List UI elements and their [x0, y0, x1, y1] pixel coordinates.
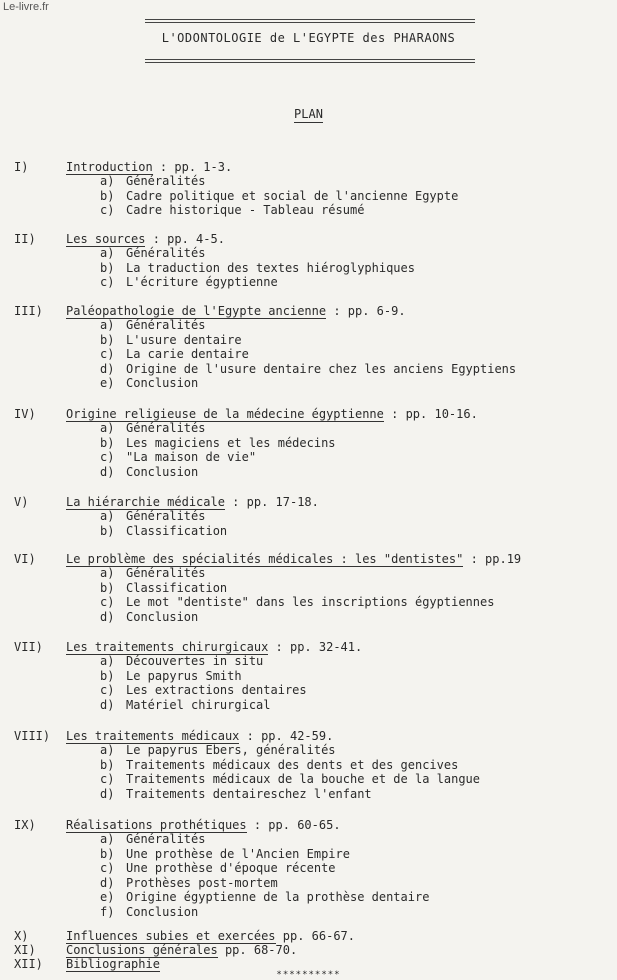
- section-heading: [66, 407, 478, 421]
- subsection-letter: b): [100, 757, 115, 772]
- section-heading: [66, 943, 297, 957]
- subsection-letter: c): [100, 347, 115, 362]
- section-number: V): [14, 495, 29, 509]
- subsection-text: Le papyrus Smith: [126, 668, 242, 683]
- section-heading: [66, 640, 362, 654]
- subsection-item: [100, 861, 429, 876]
- subsection-letter: a): [100, 509, 115, 523]
- subsection-letter: a): [100, 421, 115, 435]
- subsection-item: [100, 847, 429, 862]
- subsection-letter: b): [100, 846, 115, 861]
- subsection-text: Généralités: [126, 174, 206, 188]
- subsection-letter: a): [100, 174, 115, 188]
- subsection-letter: a): [100, 566, 115, 580]
- subsection-item: [100, 698, 307, 713]
- subsection-letter: a): [100, 654, 115, 668]
- subsection-text: Généralités: [126, 421, 206, 435]
- section-pages: : pp. 32-41.: [268, 640, 363, 654]
- top-double-rule: [145, 19, 475, 23]
- subsection-text: Traitements dentaireschez l'enfant: [126, 786, 372, 801]
- subsection-text: Le mot "dentiste" dans les inscriptions égyptiennes: [126, 595, 495, 610]
- subsection-letter: e): [100, 890, 115, 905]
- subsection-letter: b): [100, 188, 115, 203]
- tail-marks: **********: [276, 970, 341, 980]
- section-pages: : pp. 4-5.: [145, 232, 225, 246]
- subsection-text: Les extractions dentaires: [126, 683, 307, 698]
- subsection-text: Classification: [126, 580, 228, 595]
- subsection-letter: c): [100, 861, 115, 876]
- subsection-text: La carie dentaire: [126, 347, 249, 362]
- subsection-list: [100, 318, 516, 391]
- subsection-item: [100, 362, 516, 377]
- subsection-letter: b): [100, 332, 115, 347]
- subsection-list: [100, 421, 336, 479]
- section-number: III): [14, 304, 43, 318]
- section-title: Le problème des spécialités médicales : les "dentistes": [66, 552, 464, 566]
- subsection-letter: a): [100, 318, 115, 332]
- subsection-text: Conclusion: [126, 904, 199, 919]
- subsection-text: La traduction des textes hiéroglyphiques: [126, 260, 415, 275]
- subsection-letter: d): [100, 875, 115, 890]
- section-title: Réalisations prothétiques: [66, 818, 247, 832]
- subsection-item: [100, 524, 227, 539]
- subsection-item: [100, 905, 429, 920]
- section-title: La hiérarchie médicale: [66, 495, 225, 509]
- subsection-item: [100, 450, 336, 465]
- subsection-item: [100, 436, 336, 451]
- subsection-text: Le papyrus Ebers, généralités: [126, 743, 336, 757]
- subsection-text: "La maison de vie": [126, 450, 257, 465]
- section-heading: [66, 729, 333, 743]
- section-number: XI): [14, 943, 36, 957]
- subsection-item: [100, 174, 458, 189]
- subsection-letter: b): [100, 435, 115, 450]
- subsection-letter: b): [100, 668, 115, 683]
- section-number: IV): [14, 407, 36, 421]
- subsection-text: Cadre politique et social de l'ancienne Egypte: [126, 188, 459, 203]
- subsection-item: [100, 203, 458, 218]
- subsection-item: [100, 758, 480, 773]
- section-pages: : pp. 6-9.: [326, 304, 406, 318]
- subsection-item: [100, 347, 516, 362]
- subsection-text: Cadre historique - Tableau résumé: [126, 203, 365, 218]
- subsection-letter: f): [100, 904, 115, 919]
- subsection-text: Conclusion: [126, 464, 199, 479]
- subsection-letter: d): [100, 464, 115, 479]
- subsection-letter: e): [100, 376, 115, 391]
- subsection-text: Prothèses post-mortem: [126, 875, 278, 890]
- subsection-text: Généralités: [126, 832, 206, 846]
- section-heading: [66, 495, 319, 509]
- section-pages: : pp. 10-16.: [383, 407, 478, 421]
- subsection-item: [100, 669, 307, 684]
- subsection-item: [100, 246, 415, 261]
- subsection-item: [100, 318, 516, 333]
- section-pages: pp. 68-70.: [217, 943, 298, 957]
- section-title: Les traitements médicaux: [66, 729, 240, 743]
- section-heading: [66, 818, 341, 832]
- subsection-letter: a): [100, 832, 115, 846]
- subsection-item: [100, 509, 227, 524]
- subsection-item: [100, 566, 494, 581]
- section-number: II): [14, 232, 36, 246]
- subsection-letter: d): [100, 609, 115, 624]
- plan-heading: PLAN: [294, 107, 323, 121]
- section-title: Origine religieuse de la médecine égyptienne: [66, 407, 384, 421]
- subsection-text: Origine égyptienne de la prothèse dentaire: [126, 890, 430, 905]
- subsection-item: [100, 275, 415, 290]
- subsection-text: Généralités: [126, 246, 206, 260]
- section-number: I): [14, 160, 29, 174]
- section-heading: [66, 160, 232, 174]
- subsection-item: [100, 743, 480, 758]
- section-heading: [66, 232, 225, 246]
- subsection-text: Généralités: [126, 318, 206, 332]
- subsection-text: Les magiciens et les médecins: [126, 435, 336, 450]
- subsection-list: [100, 743, 480, 801]
- subsection-letter: c): [100, 275, 115, 290]
- section-number: X): [14, 929, 29, 943]
- subsection-text: L'écriture égyptienne: [126, 275, 278, 290]
- section-title: Les sources: [66, 232, 146, 246]
- section-heading: [66, 304, 406, 318]
- subsection-list: [100, 509, 227, 538]
- document-title: L'ODONTOLOGIE de L'EGYPTE des PHARAONS: [161, 31, 456, 45]
- subsection-text: Généralités: [126, 509, 206, 523]
- subsection-letter: d): [100, 361, 115, 376]
- watermark-logo: Le-livre.fr: [3, 1, 49, 13]
- subsection-letter: b): [100, 580, 115, 595]
- subsection-item: [100, 595, 494, 610]
- section-number: VI): [14, 552, 36, 566]
- subsection-letter: c): [100, 683, 115, 698]
- subsection-letter: c): [100, 772, 115, 787]
- subsection-text: Une prothèse d'époque récente: [126, 861, 336, 876]
- subsection-letter: c): [100, 595, 115, 610]
- section-title: Conclusions générales: [66, 943, 218, 957]
- subsection-text: L'usure dentaire: [126, 332, 242, 347]
- subsection-list: [100, 566, 494, 624]
- subsection-letter: b): [100, 523, 115, 538]
- subsection-item: [100, 581, 494, 596]
- subsection-item: [100, 787, 480, 802]
- section-number: IX): [14, 818, 36, 832]
- bottom-double-rule: [145, 59, 475, 63]
- subsection-item: [100, 421, 336, 436]
- subsection-item: [100, 610, 494, 625]
- subsection-item: [100, 189, 458, 204]
- subsection-list: [100, 174, 458, 218]
- subsection-letter: a): [100, 743, 115, 757]
- subsection-text: Classification: [126, 523, 228, 538]
- subsection-text: Matériel chirurgical: [126, 697, 271, 712]
- subsection-item: [100, 772, 480, 787]
- subsection-item: [100, 683, 307, 698]
- section-pages: : pp. 17-18.: [224, 495, 319, 509]
- subsection-item: [100, 261, 415, 276]
- section-number: VII): [14, 640, 43, 654]
- subsection-item: [100, 890, 429, 905]
- subsection-text: Découvertes in situ: [126, 654, 264, 668]
- section-title: Influences subies et exercées: [66, 929, 276, 943]
- subsection-list: [100, 654, 307, 712]
- subsection-item: [100, 832, 429, 847]
- section-number: XII): [14, 957, 43, 971]
- section-number: VIII): [14, 729, 51, 743]
- section-pages: : pp.19: [463, 552, 522, 566]
- subsection-text: Une prothèse de l'Ancien Empire: [126, 846, 350, 861]
- subsection-letter: d): [100, 786, 115, 801]
- subsection-text: Traitements médicaux de la bouche et de la langue: [126, 772, 481, 787]
- subsection-item: [100, 465, 336, 480]
- section-title: Bibliographie: [66, 957, 160, 971]
- section-title: Les traitements chirurgicaux: [66, 640, 269, 654]
- subsection-text: Traitements médicaux des dents et des gencives: [126, 757, 459, 772]
- subsection-item: [100, 654, 307, 669]
- subsection-letter: c): [100, 450, 115, 465]
- subsection-list: [100, 832, 429, 920]
- section-heading: [66, 957, 160, 971]
- subsection-letter: a): [100, 246, 115, 260]
- section-pages: : pp. 60-65.: [246, 818, 341, 832]
- subsection-letter: c): [100, 203, 115, 218]
- section-title: Paléopathologie de l'Egypte ancienne: [66, 304, 327, 318]
- subsection-item: [100, 376, 516, 391]
- subsection-text: Généralités: [126, 566, 206, 580]
- subsection-letter: b): [100, 260, 115, 275]
- subsection-text: Conclusion: [126, 609, 199, 624]
- subsection-letter: d): [100, 697, 115, 712]
- subsection-list: [100, 246, 415, 290]
- subsection-item: [100, 876, 429, 891]
- section-title: Introduction: [66, 160, 153, 174]
- subsection-text: Origine de l'usure dentaire chez les anciens Egyptiens: [126, 361, 517, 376]
- section-pages: pp. 66-67.: [275, 929, 355, 943]
- section-heading: [66, 552, 521, 566]
- subsection-text: Conclusion: [126, 376, 199, 391]
- section-pages: : pp. 1-3.: [152, 160, 233, 174]
- section-pages: : pp. 42-59.: [239, 729, 334, 743]
- section-heading: [66, 929, 355, 943]
- subsection-item: [100, 333, 516, 348]
